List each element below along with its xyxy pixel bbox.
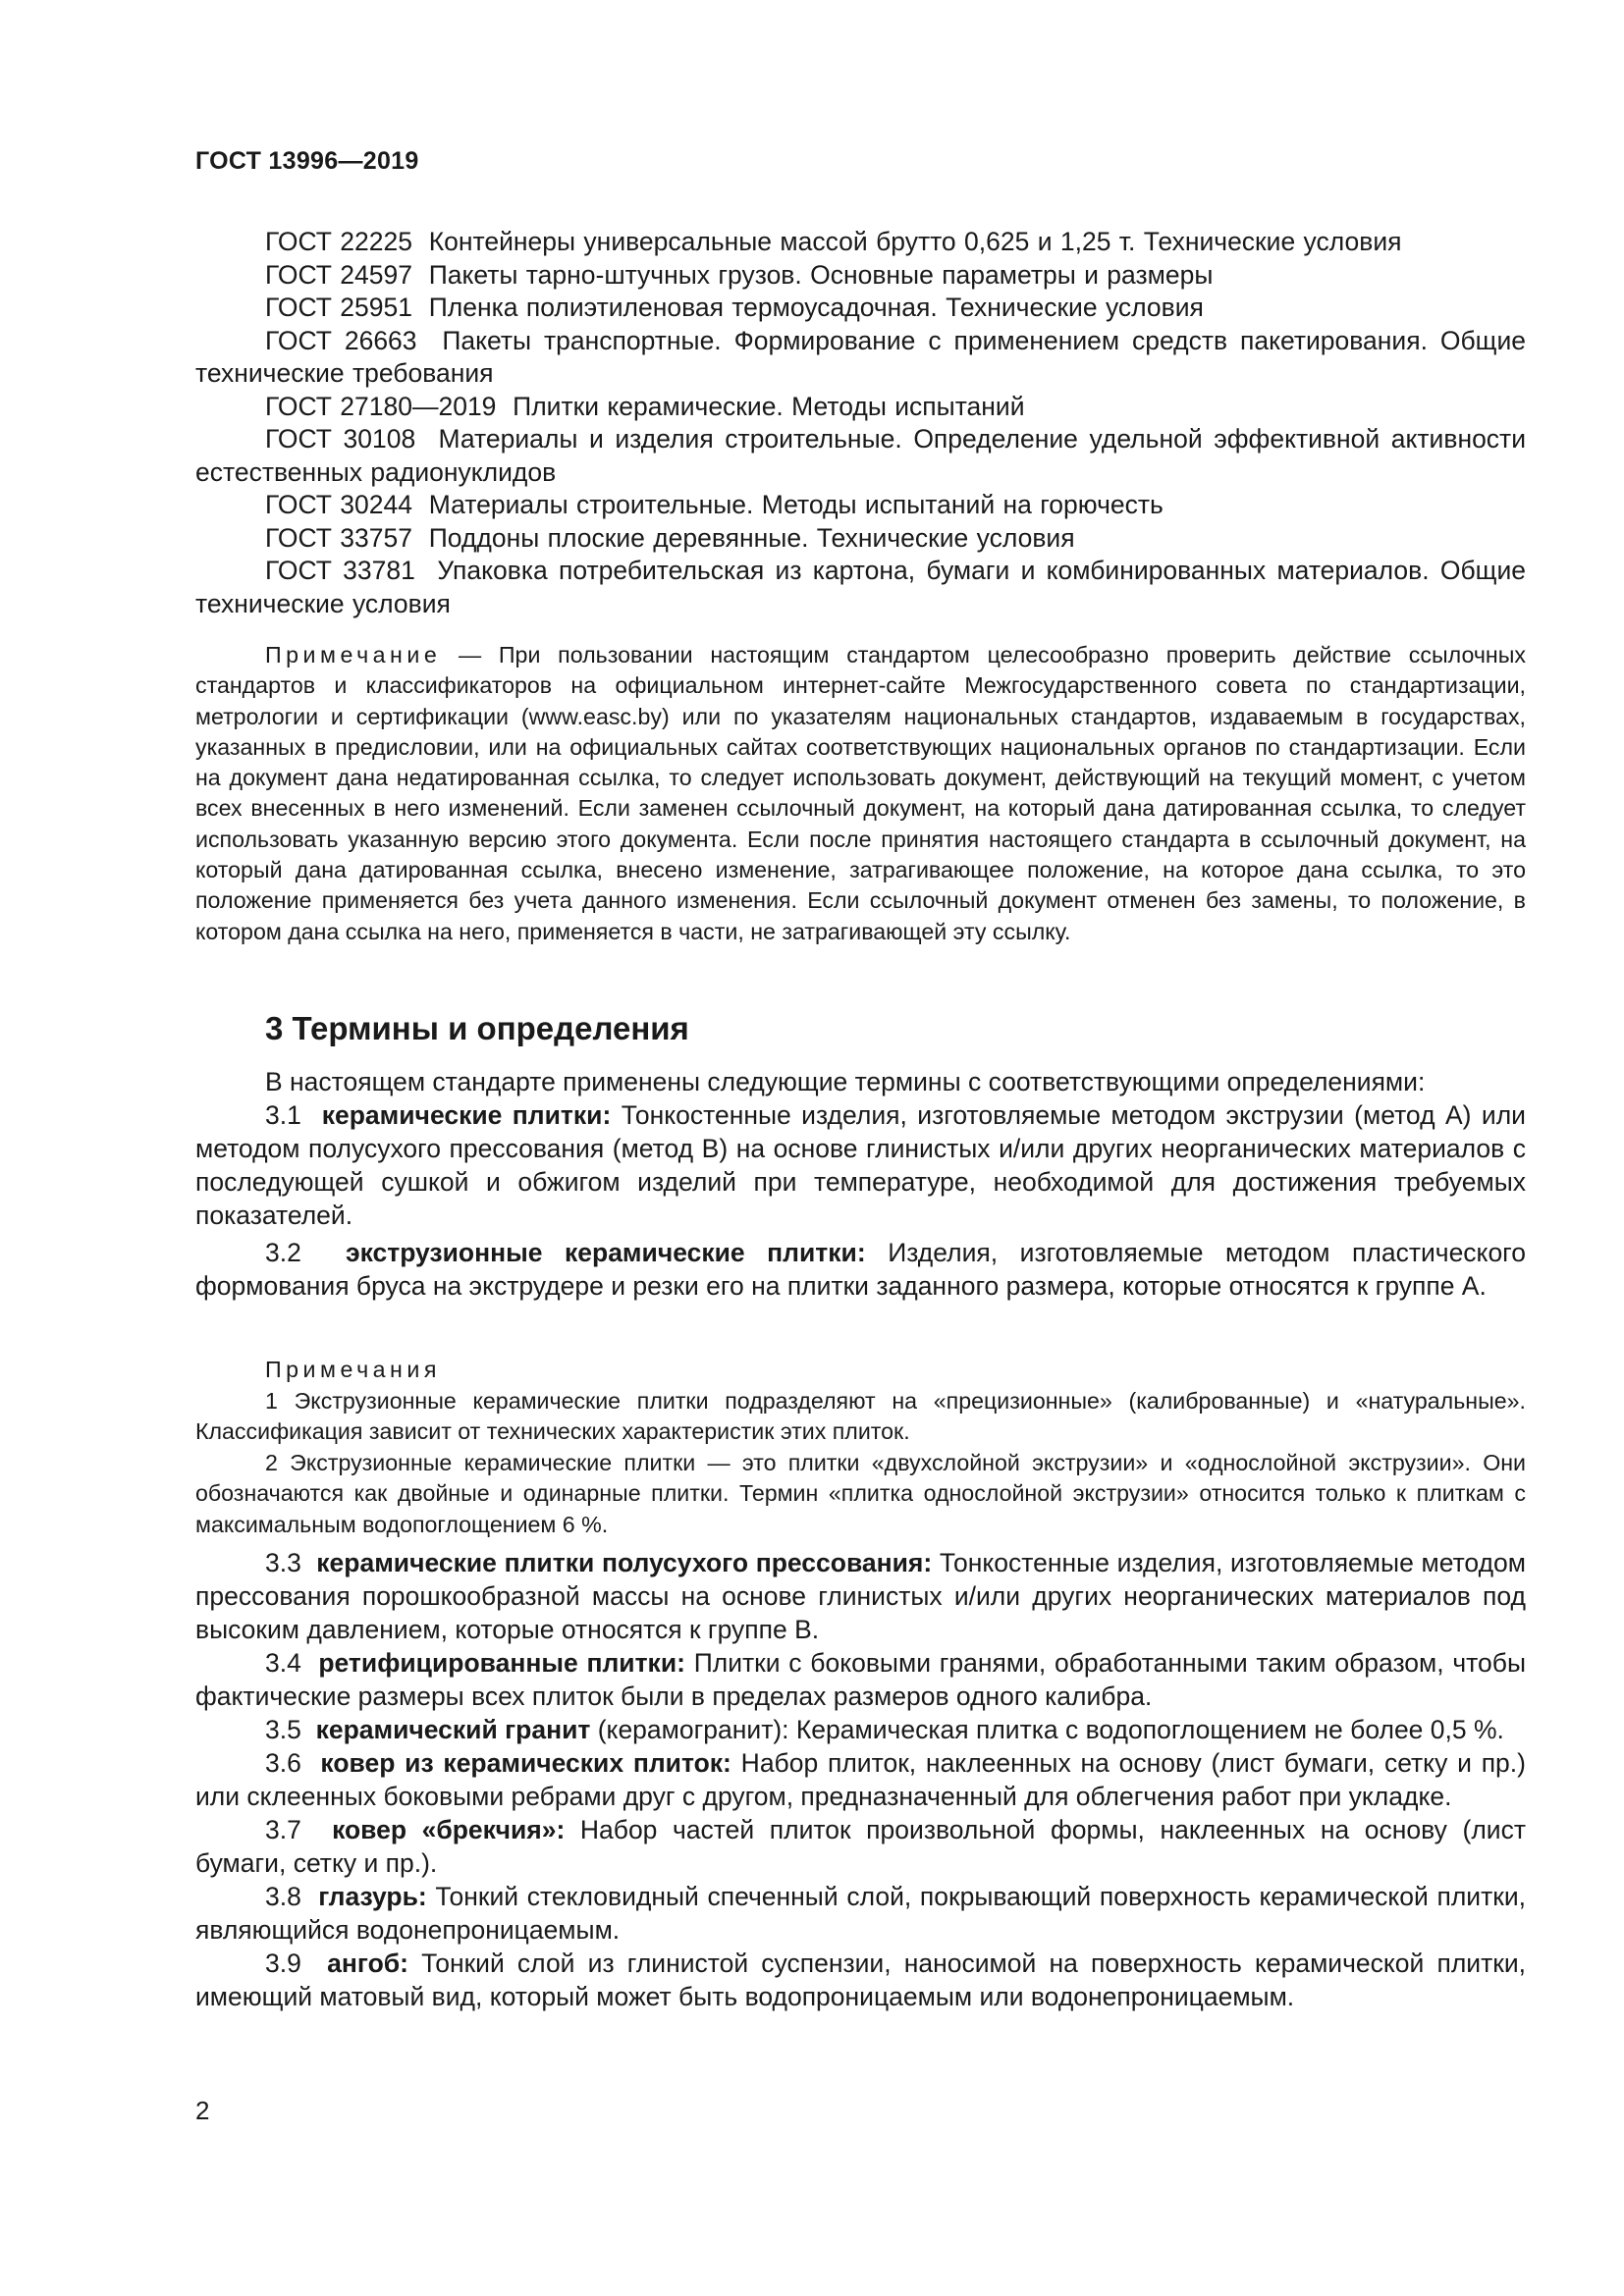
term-name: ретифицированные плитки:	[318, 1648, 685, 1678]
reference-code: ГОСТ 26663	[265, 325, 417, 355]
term-name: глазурь:	[318, 1882, 427, 1911]
reference-title: Пленка полиэтиленовая термоусадочная. Технические условия	[428, 293, 1204, 322]
term-definition: Плитки с боковыми гранями, обработанными таким образом, чтобы фактические размеры всех плиток были в пределах размеров одного калибра.	[195, 1648, 1526, 1711]
reference-title: Контейнеры универсальные массой брутто 0,625 и 1,25 т. Технические условия	[428, 227, 1402, 256]
reference-item	[195, 226, 1526, 259]
term-definition: Набор частей плиток произвольной формы, наклеенных на основу (лист бумаги, сетку и пр.).	[195, 1815, 1526, 1878]
term-name: керамические плитки полусухого прессования:	[316, 1548, 933, 1577]
term-entry	[195, 1813, 1526, 1880]
term-name: керамический гранит	[315, 1715, 591, 1744]
term-name: ковер из керамических плиток:	[320, 1748, 731, 1778]
note-item: 2 Экструзионные керамические плитки — это плитки «двухслойной экструзии» и «однослойной экструзии». Они обозначаются как двойные и одинарные плитки. Термин «плитка однослойной экструзии» относится только к плиткам с максимальным водопоглощением 6 %.	[195, 1449, 1526, 1537]
term-definition: Набор плиток, наклеенных на основу (лист бумаги, сетку и пр.) или склеенных боковыми ребрами друг с другом, предназначенный для облегчения работ при укладке.	[195, 1748, 1526, 1811]
terms-block-b	[195, 1546, 1526, 2013]
reference-code: ГОСТ 24597	[265, 259, 412, 290]
term-number: 3.5	[265, 1715, 301, 1744]
reference-item	[195, 489, 1526, 522]
reference-title: Пакеты тарно-штучных грузов. Основные параметры и размеры	[428, 259, 1214, 290]
reference-code: ГОСТ 30244	[265, 490, 412, 519]
term-number: 3.1	[265, 1100, 301, 1130]
note-label: Примечание	[265, 642, 442, 667]
term-definition: Тонкий стекловидный спеченный слой, покрывающий поверхность керамической плитки, являющийся водонепроницаемым.	[195, 1882, 1526, 1945]
reference-item	[195, 292, 1526, 325]
term-entry	[195, 1646, 1526, 1713]
term-number: 3.7	[265, 1815, 301, 1844]
term-definition: (керамогранит): Керамическая плитка с водопоглощением не более 0,5 %.	[590, 1715, 1504, 1744]
reference-code: ГОСТ 22225	[265, 227, 412, 256]
reference-item	[195, 325, 1526, 391]
reference-title: Материалы строительные. Методы испытаний на горючесть	[428, 490, 1164, 519]
term-number: 3.9	[265, 1949, 301, 1978]
terms-block-a	[195, 1065, 1526, 1303]
reference-code: ГОСТ 30108	[265, 424, 416, 454]
normative-references	[195, 226, 1526, 620]
term-entry	[195, 1236, 1526, 1303]
term-definition: Тонкостенные изделия, изготовляемые методом прессования порошкообразной массы на основе глинистых и/или других неорганических материалов под высоким давлением, которые относятся к группе В.	[195, 1548, 1526, 1644]
note-item: 1 Экструзионные керамические плитки подразделяют на «прецизионные» (калиброванные) и «натуральные». Классификация зависит от технических характеристик этих плиток.	[195, 1387, 1526, 1444]
reference-title: Поддоны плоские деревянные. Технические условия	[428, 522, 1075, 553]
term-number: 3.8	[265, 1882, 301, 1911]
reference-code: ГОСТ 25951	[265, 293, 412, 322]
note-paragraph	[195, 640, 1526, 947]
term-definition: Тонкий слой из глинистой суспензии, наносимой на поверхность керамической плитки, имеющий матовый вид, который может быть водопроницаемым или водонепроницаемым.	[195, 1949, 1526, 2011]
reference-item	[195, 391, 1526, 424]
reference-item	[195, 259, 1526, 293]
reference-item	[195, 423, 1526, 489]
terms-notes	[195, 1355, 1526, 1540]
references-note	[195, 640, 1526, 947]
term-entry	[195, 1098, 1526, 1232]
term-number: 3.3	[265, 1548, 301, 1577]
reference-title: Упаковка потребительская из картона, бумаги и комбинированных материалов. Общие технические условия	[195, 556, 1526, 618]
reference-title: Материалы и изделия строительные. Определение удельной эффективной активности естественных радионуклидов	[195, 424, 1527, 487]
note-text: — При пользовании настоящим стандартом целесообразно проверить действие ссылочных стандартов и классификаторов на официальном интернет-сайте Межгосударственного совета по стандартизации, метрологии и сертификации (www.easc.by) или по указателям национальных стандартов, издаваемым в государствах, указанных в предисловии, или на официальных сайтах соответствующих национальных органов по стандартизации. Если на документ дана недатированная ссылка, то следует использовать документ, действующий на текущий момент, с учетом всех внесенных в него изменений. Если заменен ссылочный документ, на который дана датированная ссылка, то следует использовать указанную версию этого документа. Если после принятия настоящего стандарта в ссылочный документ, на который дана датированная ссылка, внесено изменение, затрагивающее положение, на которое дана ссылка, то это положение применяется без учета данного изменения. Если ссылочный документ отменен без замены, то положение, в котором дана ссылка на него, применяется в части, не затрагивающей эту ссылку.	[195, 642, 1526, 944]
reference-code: ГОСТ 33781	[265, 556, 415, 585]
reference-code: ГОСТ 27180—2019	[265, 391, 497, 421]
term-name: ковер «брекчия»:	[332, 1815, 566, 1844]
term-name: ангоб:	[327, 1949, 408, 1978]
term-definition: Тонкостенные изделия, изготовляемые методом экструзии (метод А) или методом полусухого прессования (метод В) на основе глинистых и/или других неорганических материалов с последующей сушкой и обжигом изделий при температуре, необходимой для достижения требуемых показателей.	[195, 1100, 1526, 1230]
reference-item	[195, 522, 1526, 556]
term-name: керамические плитки:	[321, 1100, 612, 1130]
term-entry	[195, 1546, 1526, 1646]
reference-title: Плитки керамические. Методы испытаний	[513, 391, 1025, 421]
term-entry	[195, 1746, 1526, 1813]
section-intro: В настоящем стандарте применены следующие термины с соответствующими определениями:	[265, 1067, 1426, 1096]
term-number: 3.6	[265, 1748, 301, 1778]
term-definition: Изделия, изготовляемые методом пластического формования бруса на экструдере и резки его на плитки заданного размера, которые относятся к группе А.	[195, 1238, 1527, 1301]
term-entry	[195, 1880, 1526, 1947]
term-entry	[195, 1713, 1526, 1746]
document-header: ГОСТ 13996—2019	[195, 147, 419, 175]
reference-item	[195, 555, 1526, 620]
section-title: 3 Термины и определения	[265, 1010, 689, 1046]
reference-title: Пакеты транспортные. Формирование с применением средств пакетирования. Общие технические требования	[195, 325, 1526, 388]
term-number: 3.2	[265, 1238, 301, 1267]
notes-label: Примечания	[265, 1357, 441, 1382]
term-name: экструзионные керамические плитки:	[345, 1238, 866, 1267]
term-number: 3.4	[265, 1648, 301, 1678]
reference-code: ГОСТ 33757	[265, 522, 412, 553]
page-number: 2	[195, 2096, 210, 2125]
term-entry	[195, 1947, 1526, 2013]
